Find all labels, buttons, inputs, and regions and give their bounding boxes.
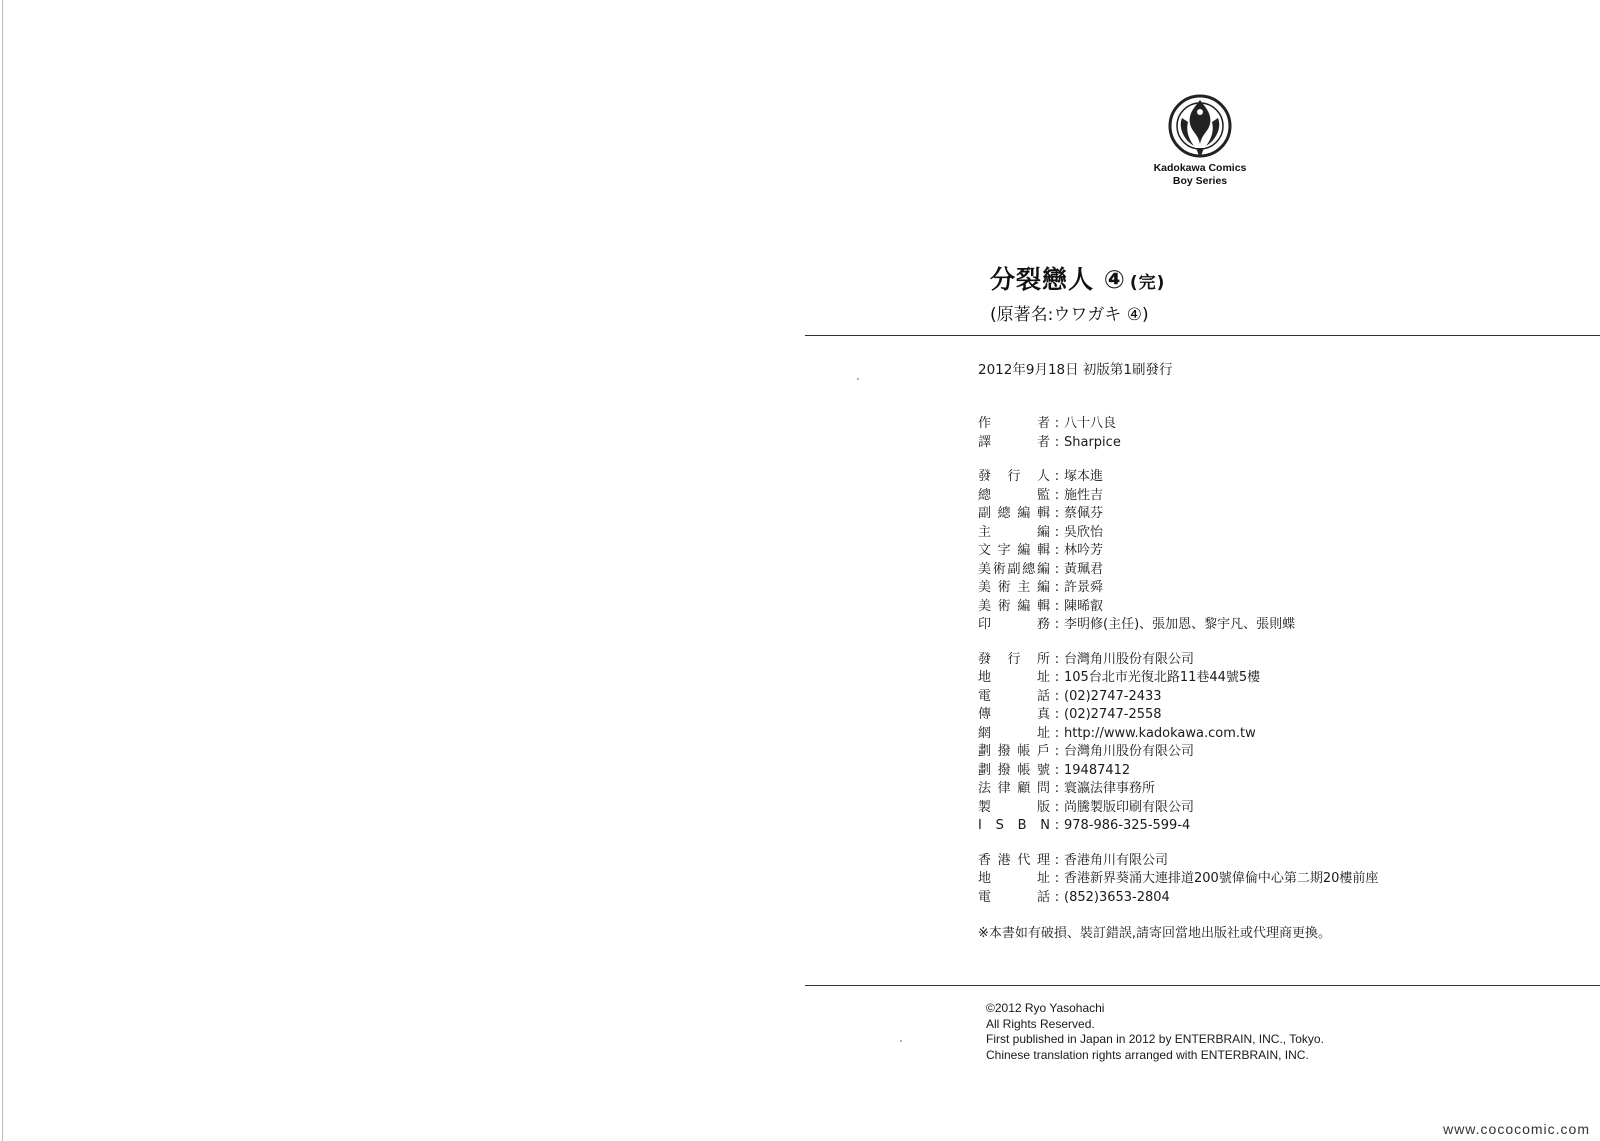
imprint-line-1: Kadokawa Comics <box>1153 162 1247 174</box>
credit-value: 105台北市光復北路11巷44號5樓 <box>1064 670 1261 685</box>
credit-label-char: 真 <box>1036 707 1050 722</box>
credit-separator: : <box>1054 818 1060 833</box>
credit-label-char: 顧 <box>1017 781 1031 796</box>
credit-label-char: 電 <box>978 688 992 704</box>
credit-label-char: 劃 <box>978 744 992 759</box>
credit-label-char: S <box>995 818 1004 833</box>
credit-label <box>978 870 1050 889</box>
credit-label-char: 輯 <box>1036 598 1050 614</box>
credit-value: 尚騰製版印刷有限公司 <box>1064 799 1195 815</box>
credit-label <box>978 561 1050 580</box>
phoenix-emblem-icon <box>1160 88 1240 164</box>
credit-label-char: 主 <box>978 524 992 540</box>
credit-label <box>978 852 1050 871</box>
credit-value: 台灣角川股份有限公司 <box>1064 651 1195 667</box>
credit-label-char: 術 <box>997 598 1011 614</box>
credit-separator: : <box>1054 688 1060 704</box>
credit-value: Sharpice <box>1064 434 1121 450</box>
credit-row <box>978 561 1378 580</box>
credit-label-char: 輯 <box>1036 506 1050 521</box>
credit-group <box>978 415 1378 452</box>
credit-separator: : <box>1054 762 1060 778</box>
credit-label-char: 行 <box>1007 651 1021 667</box>
credit-separator: : <box>1054 651 1060 667</box>
credit-label <box>978 743 1050 762</box>
credit-label-char: 版 <box>1036 799 1050 815</box>
book-title-text: 分裂戀人 ④ <box>990 265 1126 294</box>
credit-label-char: 編 <box>1017 543 1031 558</box>
credit-value: 林吟芳 <box>1064 543 1104 558</box>
site-watermark: www.cococomic.com <box>1443 1121 1590 1137</box>
original-title: (原著名:ウワガキ ④) <box>990 305 1149 325</box>
rights-line: All Rights Reserved. <box>986 1016 1095 1031</box>
credit-label <box>978 669 1050 688</box>
credit-value: 香港角川有限公司 <box>1064 852 1169 868</box>
credit-separator: : <box>1054 598 1060 614</box>
credit-label-char: 帳 <box>1017 762 1031 778</box>
credit-group <box>978 468 1378 635</box>
credit-row <box>978 870 1378 889</box>
credit-label-char: 律 <box>997 781 1011 796</box>
credit-label-char: 編 <box>1036 580 1050 595</box>
credit-label-char: 字 <box>997 543 1011 558</box>
credit-label-char: 美 <box>978 561 992 577</box>
credit-row <box>978 616 1378 635</box>
copyright-block <box>986 1001 1324 1063</box>
credit-label-char: 編 <box>1017 598 1031 614</box>
credit-label <box>978 817 1050 836</box>
credit-separator: : <box>1054 580 1060 595</box>
credit-value: http://www.kadokawa.com.tw <box>1064 725 1256 741</box>
damage-notice: ※本書如有破損、裝訂錯誤,請寄回當地出版社或代理商更換。 <box>978 926 1332 941</box>
credit-label-char: 電 <box>978 889 992 905</box>
credit-label <box>978 598 1050 617</box>
credit-label-char: 術 <box>997 580 1011 595</box>
credit-label-char: 戶 <box>1036 744 1050 759</box>
credit-row <box>978 817 1378 836</box>
credit-row <box>978 579 1378 598</box>
credit-row <box>978 762 1378 781</box>
credit-label <box>978 706 1050 725</box>
credit-label <box>978 487 1050 506</box>
credit-separator: : <box>1054 799 1060 815</box>
credit-label-char: 話 <box>1036 688 1050 704</box>
credit-label-char: 香 <box>978 852 992 868</box>
credit-label <box>978 542 1050 561</box>
credit-value: 978-986-325-599-4 <box>1064 818 1191 833</box>
page-edge-line <box>2 0 3 1141</box>
credit-separator: : <box>1054 781 1060 796</box>
credit-label-char: 總 <box>997 506 1011 521</box>
book-title-suffix: (完) <box>1129 273 1166 293</box>
credit-label <box>978 762 1050 781</box>
credits-list <box>978 415 1378 923</box>
credit-value: (02)2747-2558 <box>1064 707 1162 722</box>
credit-separator: : <box>1054 434 1060 450</box>
copyright-line: ©2012 Ryo Yasohachi <box>986 1001 1105 1015</box>
credit-label-char: 譯 <box>978 434 992 450</box>
credit-label <box>978 616 1050 635</box>
credit-label-char: 輯 <box>1036 543 1050 558</box>
credit-row <box>978 651 1378 670</box>
credit-separator: : <box>1054 744 1060 759</box>
credit-label-char: 文 <box>978 543 992 558</box>
credit-label-char: 址 <box>1036 725 1050 741</box>
credit-separator: : <box>1054 707 1060 722</box>
credit-separator: : <box>1054 889 1060 905</box>
credit-label-char: 話 <box>1036 889 1050 905</box>
credit-label-char: 理 <box>1036 852 1050 868</box>
credit-label-char: I <box>978 818 982 833</box>
credit-label-char: 問 <box>1036 781 1050 796</box>
credit-label <box>978 799 1050 818</box>
credit-label-char: 製 <box>978 799 992 815</box>
credit-separator: : <box>1054 543 1060 558</box>
credit-label-char: 美 <box>978 598 992 614</box>
credit-label-char: 術 <box>992 561 1006 577</box>
credit-row <box>978 780 1378 799</box>
credit-label-char: 代 <box>1017 852 1031 868</box>
credit-value: 台灣角川股份有限公司 <box>1064 744 1195 759</box>
credit-label-char: 總 <box>1022 561 1036 577</box>
credit-label-char: 號 <box>1036 762 1050 778</box>
divider-top <box>805 335 1600 336</box>
credit-value: 八十八良 <box>1064 416 1117 431</box>
divider-bottom <box>805 985 1600 986</box>
credit-label-char: 所 <box>1036 651 1050 667</box>
credit-label-char: 地 <box>978 871 992 886</box>
credit-label <box>978 415 1050 434</box>
credit-value: 19487412 <box>1064 762 1131 778</box>
credit-label-char: 監 <box>1036 487 1050 503</box>
credit-label-char: 者 <box>1036 416 1050 431</box>
credit-row <box>978 487 1378 506</box>
credit-label-char: 作 <box>978 416 992 431</box>
credit-value: 蔡佩芬 <box>1064 506 1104 521</box>
publish-date: 2012年9月18日 初版第1刷發行 <box>978 362 1173 378</box>
credit-value: (852)3653-2804 <box>1064 889 1170 905</box>
credit-label <box>978 468 1050 487</box>
credit-separator: : <box>1054 506 1060 521</box>
credit-label-char: 務 <box>1036 617 1050 632</box>
credit-group <box>978 651 1378 836</box>
credit-separator: : <box>1054 617 1060 632</box>
credit-value: 吳欣怡 <box>1064 524 1104 540</box>
scan-speck <box>900 1040 902 1042</box>
title-block <box>990 260 1165 325</box>
credit-label <box>978 505 1050 524</box>
credit-separator: : <box>1054 725 1060 741</box>
first-published-line: First published in Japan in 2012 by ENTERBRAIN, INC., Tokyo. <box>986 1032 1324 1046</box>
credit-label-char: 帳 <box>1017 744 1031 759</box>
credit-label-char: 法 <box>978 781 992 796</box>
credit-row <box>978 505 1378 524</box>
credit-label-char: 者 <box>1036 434 1050 450</box>
credit-label-char: 發 <box>978 651 992 667</box>
credit-label-char: 網 <box>978 725 992 741</box>
credit-value: 許景舜 <box>1064 580 1104 595</box>
credit-row <box>978 542 1378 561</box>
credit-label-char: 編 <box>1017 506 1031 521</box>
credit-row <box>978 706 1378 725</box>
credit-label-char: 印 <box>978 617 992 632</box>
credit-separator: : <box>1054 871 1060 886</box>
credit-label <box>978 688 1050 707</box>
credit-label-char: 編 <box>1036 561 1050 577</box>
credit-label-char: 美 <box>978 580 992 595</box>
imprint-line-2: Boy Series <box>1172 175 1228 187</box>
credit-row <box>978 799 1378 818</box>
credit-label <box>978 725 1050 744</box>
credit-row <box>978 434 1378 453</box>
credit-label-char: 撥 <box>997 762 1011 778</box>
credit-value: 陳晞叡 <box>1064 598 1104 614</box>
credit-value: 李明修(主任)、張加恩、黎宇凡、張則蝶 <box>1064 617 1296 632</box>
credit-value: 施性吉 <box>1064 487 1104 503</box>
credit-label-char: 發 <box>978 469 992 484</box>
credit-row <box>978 852 1378 871</box>
credit-value: 香港新界葵涌大連排道200號偉倫中心第二期20樓前座 <box>1064 871 1379 886</box>
credit-label-char: 編 <box>1036 524 1050 540</box>
credit-label <box>978 780 1050 799</box>
credit-label-char: 傳 <box>978 707 992 722</box>
credit-label-char: 劃 <box>978 762 992 778</box>
credit-row <box>978 688 1378 707</box>
credit-separator: : <box>1054 469 1060 484</box>
scan-speck <box>857 378 859 380</box>
book-title <box>990 260 1165 296</box>
credit-label-char: 主 <box>1017 580 1031 595</box>
credit-separator: : <box>1054 670 1060 685</box>
credit-row <box>978 669 1378 688</box>
credit-label-char: 行 <box>1007 469 1021 484</box>
credit-row <box>978 468 1378 487</box>
credit-row <box>978 415 1378 434</box>
credit-label <box>978 434 1050 453</box>
credit-value: 寰瀛法律事務所 <box>1064 781 1156 796</box>
credit-separator: : <box>1054 524 1060 540</box>
credit-separator: : <box>1054 416 1060 431</box>
credit-group <box>978 852 1378 908</box>
credit-row <box>978 889 1378 908</box>
credit-label-char: 副 <box>1007 561 1021 577</box>
credit-label <box>978 524 1050 543</box>
credit-label <box>978 889 1050 908</box>
credit-label-char: 人 <box>1036 469 1050 484</box>
credit-label-char: 撥 <box>997 744 1011 759</box>
credit-label-char: 總 <box>978 487 992 503</box>
credit-label <box>978 651 1050 670</box>
credit-label-char: N <box>1040 818 1050 833</box>
credit-separator: : <box>1054 561 1060 577</box>
credit-separator: : <box>1054 852 1060 868</box>
credit-label-char: 地 <box>978 670 992 685</box>
credit-row <box>978 725 1378 744</box>
credit-row <box>978 598 1378 617</box>
credit-row <box>978 524 1378 543</box>
credit-label <box>978 579 1050 598</box>
credit-separator: : <box>1054 487 1060 503</box>
translation-rights-line: Chinese translation rights arranged with ENTERBRAIN, INC. <box>986 1047 1309 1062</box>
credit-row <box>978 743 1378 762</box>
credit-label-char: 副 <box>978 506 992 521</box>
credit-value: (02)2747-2433 <box>1064 688 1162 704</box>
credit-label-char: 港 <box>997 852 1011 868</box>
credit-label-char: B <box>1017 818 1027 833</box>
credit-value: 塚本進 <box>1064 469 1104 484</box>
credit-label-char: 址 <box>1036 670 1050 685</box>
credit-label-char: 址 <box>1036 871 1050 886</box>
credit-value: 黃珮君 <box>1064 561 1104 577</box>
